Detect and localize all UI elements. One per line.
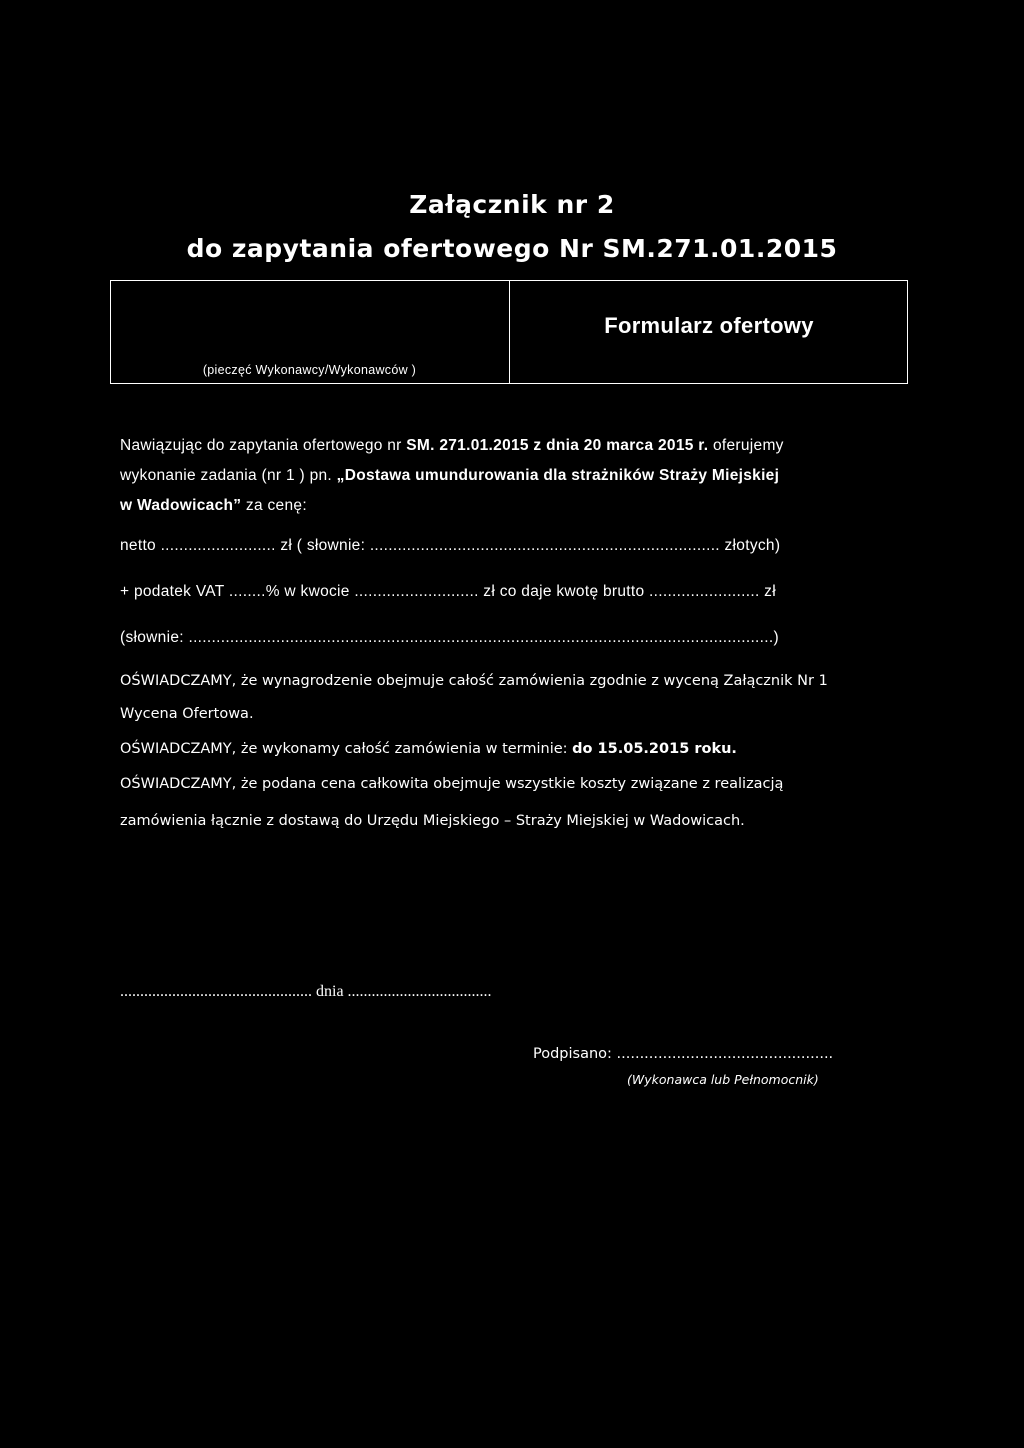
declaration-text: OŚWIADCZAMY, że wykonamy całość zamówienia w terminie: [120,741,573,757]
task-name: „Dostawa umundurowania dla strażników Straży Miejskiej [336,467,780,484]
intro-text: wykonanie zadania (nr 1 ) pn. [120,467,337,484]
amount-in-words-field[interactable]: (słownie: ...............................................................................................................................) [120,629,779,646]
signatory-role-label: (Wykonawca lub Pełnomocnik) [627,1072,819,1087]
intro-text: Nawiązując do zapytania ofertowego nr [120,437,407,454]
inquiry-reference-title: do zapytania ofertowego Nr SM.271.01.2015 [186,234,838,263]
place-date-field[interactable]: ................................................ dnia .................................... [120,983,492,1000]
declaration-deadline [120,741,737,757]
declaration-remuneration: OŚWIADCZAMY, że wynagrodzenie obejmuje całość zamówienia zgodnie z wyceną Załącznik Nr 1 [120,673,828,689]
intro-line-3 [120,497,307,515]
inquiry-number: SM. 271.01.2015 z dnia 20 marca 2015 r. [406,437,709,454]
intro-text: oferujemy [708,437,784,454]
vat-field[interactable]: + podatek VAT ........% w kwocie ........................... zł co daje kwotę brutto ........................ zł [120,583,776,600]
declaration-total-cost-cont: zamówienia łącznie z dostawą do Urzędu Miejskiego – Straży Miejskiej w Wadowicach. [120,813,745,829]
signature-field[interactable]: Podpisano: ............................................... [533,1046,834,1062]
attachment-title: Załącznik nr 2 [409,190,615,219]
deadline-date: do 15.05.2015 roku. [572,741,737,757]
intro-text: za cenę: [241,497,307,514]
declaration-total-cost: OŚWIADCZAMY, że podana cena całkowita obejmuje wszystkie koszty związane z realizacją [120,776,784,792]
offer-form-title: Formularz ofertowy [604,313,814,338]
task-name-end: w Wadowicach” [120,497,242,514]
intro-line-1 [120,437,904,455]
declaration-remuneration-cont: Wycena Ofertowa. [120,706,254,722]
intro-line-2 [120,467,779,485]
contractor-stamp-label: (pieczęć Wykonawcy/Wykonawców ) [202,363,417,377]
net-price-field[interactable]: netto ......................... zł ( słownie: ............................................................................ złotych) [120,537,781,554]
